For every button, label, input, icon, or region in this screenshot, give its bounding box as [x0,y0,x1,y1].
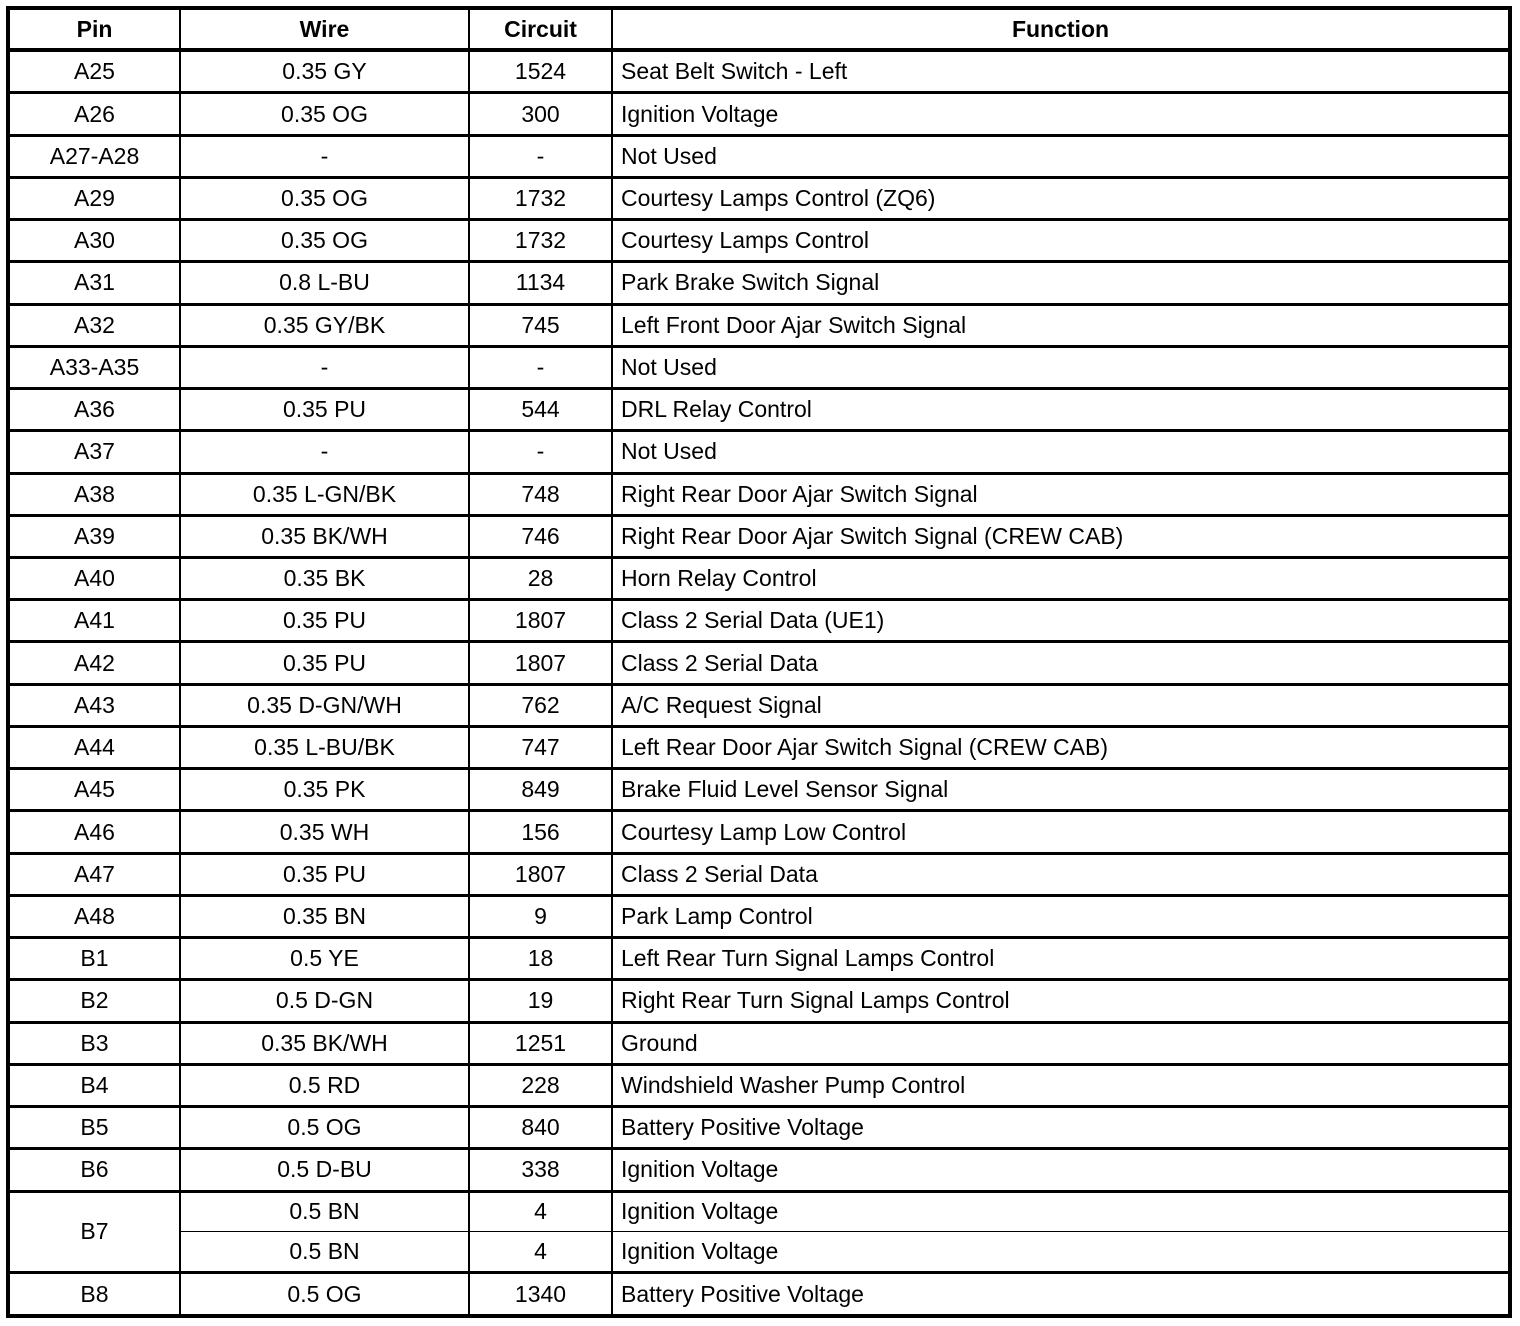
table-row [8,1149,1510,1191]
function-cell: Ignition Voltage [612,1149,1510,1191]
pin-cell: A48 [8,895,180,937]
function-cell: Not Used [612,346,1510,388]
circuit-cell: 1732 [469,220,612,262]
table-row [8,346,1510,388]
function-cell: Left Rear Turn Signal Lamps Control [612,938,1510,980]
circuit-cell: 4 [469,1232,612,1273]
circuit-cell: 840 [469,1107,612,1149]
wire-cell: 0.35 GY [180,50,469,93]
table-row [8,1232,1510,1273]
function-cell: Left Front Door Ajar Switch Signal [612,304,1510,346]
function-cell: Courtesy Lamps Control [612,220,1510,262]
circuit-cell: 1340 [469,1273,612,1316]
table-row [8,177,1510,219]
table-row [8,642,1510,684]
circuit-cell: 1807 [469,600,612,642]
pin-cell: A29 [8,177,180,219]
function-cell: Courtesy Lamp Low Control [612,811,1510,853]
circuit-cell: 9 [469,895,612,937]
table-row [8,684,1510,726]
function-cell: Ground [612,1022,1510,1064]
pin-cell: B8 [8,1273,180,1316]
wire-cell: 0.35 OG [180,177,469,219]
table-row [8,769,1510,811]
pin-cell: A45 [8,769,180,811]
pin-cell: B6 [8,1149,180,1191]
pin-cell: A47 [8,853,180,895]
function-cell: Windshield Washer Pump Control [612,1064,1510,1106]
table-row [8,1064,1510,1106]
function-cell: Class 2 Serial Data [612,853,1510,895]
wire-cell: 0.35 BN [180,895,469,937]
pin-cell: A25 [8,50,180,93]
pin-cell: A38 [8,473,180,515]
pin-cell: A27-A28 [8,135,180,177]
wire-cell: 0.35 PU [180,600,469,642]
table-row [8,93,1510,135]
function-cell: Ignition Voltage [612,1191,1510,1232]
circuit-cell: 338 [469,1149,612,1191]
wire-cell: 0.35 D-GN/WH [180,684,469,726]
circuit-cell: 19 [469,980,612,1022]
wire-cell: 0.8 L-BU [180,262,469,304]
table-row [8,220,1510,262]
circuit-cell: - [469,346,612,388]
function-cell: Battery Positive Voltage [612,1273,1510,1316]
function-cell: Seat Belt Switch - Left [612,50,1510,93]
table-row [8,135,1510,177]
circuit-cell: 300 [469,93,612,135]
circuit-cell: 747 [469,726,612,768]
column-header-function: Function [612,8,1510,50]
table-row [8,895,1510,937]
table-row [8,262,1510,304]
function-cell: Park Lamp Control [612,895,1510,937]
table-row [8,473,1510,515]
pin-cell: A40 [8,558,180,600]
function-cell: Courtesy Lamps Control (ZQ6) [612,177,1510,219]
wire-cell: - [180,135,469,177]
wire-cell: 0.5 D-BU [180,1149,469,1191]
circuit-cell: 762 [469,684,612,726]
pin-cell: A46 [8,811,180,853]
function-cell: Right Rear Turn Signal Lamps Control [612,980,1510,1022]
function-cell: Class 2 Serial Data (UE1) [612,600,1510,642]
pin-cell: A36 [8,389,180,431]
wire-cell: 0.35 L-GN/BK [180,473,469,515]
pin-cell: B7 [8,1191,180,1273]
table-row [8,811,1510,853]
function-cell: Right Rear Door Ajar Switch Signal (CREW CAB) [612,515,1510,557]
circuit-cell: - [469,431,612,473]
wire-cell: 0.35 L-BU/BK [180,726,469,768]
wire-cell: 0.35 OG [180,93,469,135]
column-header-circuit: Circuit [469,8,612,50]
wire-cell: 0.5 YE [180,938,469,980]
wire-cell: 0.35 BK/WH [180,515,469,557]
wire-cell: 0.35 PU [180,389,469,431]
pin-cell: B4 [8,1064,180,1106]
circuit-cell: 156 [469,811,612,853]
circuit-cell: 228 [469,1064,612,1106]
function-cell: Brake Fluid Level Sensor Signal [612,769,1510,811]
table-row [8,304,1510,346]
function-cell: Class 2 Serial Data [612,642,1510,684]
table-row [8,726,1510,768]
function-cell: Left Rear Door Ajar Switch Signal (CREW CAB) [612,726,1510,768]
pin-cell: A41 [8,600,180,642]
circuit-cell: - [469,135,612,177]
wire-cell: 0.5 OG [180,1107,469,1149]
table-row [8,389,1510,431]
function-cell: Ignition Voltage [612,1232,1510,1273]
circuit-cell: 18 [469,938,612,980]
table-row [8,1191,1510,1232]
table-row [8,600,1510,642]
wire-cell: - [180,431,469,473]
circuit-cell: 745 [469,304,612,346]
function-cell: Ignition Voltage [612,93,1510,135]
function-cell: A/C Request Signal [612,684,1510,726]
pin-cell: B1 [8,938,180,980]
circuit-cell: 1251 [469,1022,612,1064]
wire-cell: 0.35 WH [180,811,469,853]
function-cell: Right Rear Door Ajar Switch Signal [612,473,1510,515]
circuit-cell: 1807 [469,642,612,684]
circuit-cell: 1524 [469,50,612,93]
function-cell: Park Brake Switch Signal [612,262,1510,304]
pin-cell: A44 [8,726,180,768]
pin-cell: A31 [8,262,180,304]
wire-cell: 0.5 BN [180,1232,469,1273]
pin-cell: B3 [8,1022,180,1064]
table-row [8,50,1510,93]
table-row [8,1107,1510,1149]
pin-cell: A39 [8,515,180,557]
table-row [8,515,1510,557]
pin-cell: A37 [8,431,180,473]
circuit-cell: 1134 [469,262,612,304]
pin-cell: B2 [8,980,180,1022]
wire-cell: 0.35 PU [180,853,469,895]
function-cell: Not Used [612,431,1510,473]
column-header-wire: Wire [180,8,469,50]
pin-cell: A32 [8,304,180,346]
wire-cell: 0.5 D-GN [180,980,469,1022]
function-cell: Not Used [612,135,1510,177]
wire-cell: - [180,346,469,388]
table-row [8,558,1510,600]
wire-cell: 0.35 PU [180,642,469,684]
wire-cell: 0.35 OG [180,220,469,262]
table-row [8,853,1510,895]
wire-cell: 0.5 BN [180,1191,469,1232]
table-row [8,1022,1510,1064]
table-row [8,1273,1510,1316]
wire-cell: 0.5 OG [180,1273,469,1316]
table-header-row [8,8,1510,50]
circuit-cell: 4 [469,1191,612,1232]
wire-cell: 0.35 PK [180,769,469,811]
circuit-cell: 1807 [469,853,612,895]
pinout-table-body [8,50,1510,1316]
wire-cell: 0.35 GY/BK [180,304,469,346]
circuit-cell: 748 [469,473,612,515]
circuit-cell: 28 [469,558,612,600]
table-row [8,980,1510,1022]
wire-cell: 0.5 RD [180,1064,469,1106]
table-row [8,938,1510,980]
circuit-cell: 849 [469,769,612,811]
circuit-cell: 746 [469,515,612,557]
connector-pinout-table [6,6,1512,1318]
column-header-pin: Pin [8,8,180,50]
pin-cell: A30 [8,220,180,262]
function-cell: Horn Relay Control [612,558,1510,600]
pin-cell: A26 [8,93,180,135]
pin-cell: A43 [8,684,180,726]
table-row [8,431,1510,473]
pin-cell: A33-A35 [8,346,180,388]
wire-cell: 0.35 BK [180,558,469,600]
pin-cell: B5 [8,1107,180,1149]
function-cell: Battery Positive Voltage [612,1107,1510,1149]
pin-cell: A42 [8,642,180,684]
circuit-cell: 1732 [469,177,612,219]
wire-cell: 0.35 BK/WH [180,1022,469,1064]
function-cell: DRL Relay Control [612,389,1510,431]
circuit-cell: 544 [469,389,612,431]
